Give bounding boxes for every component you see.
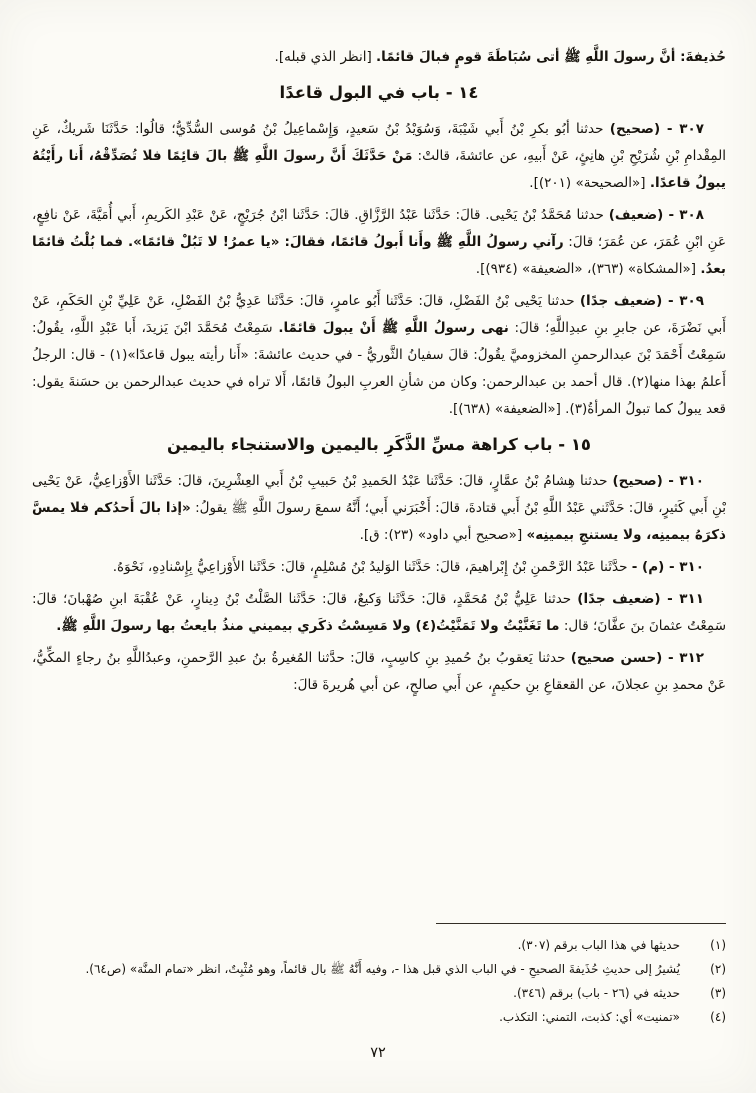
hadith-number-grade: ٣١٠ - (صحيح) [612, 473, 705, 489]
footnote-separator [436, 923, 726, 924]
hadith-isnad: حدَّثَنا عَبْدُ الرَّحْمنِ بْنُ إِبْراهيمَ، قالَ: حَدَّثَنا الوَليدُ بْنُ مُسْلِمٍ، قالَ: حَدَّثَنا الأَوْزاعِيُّ بِإِسْنادِهِ، نَحْوَهُ. [112, 559, 628, 575]
hadith-isnad: حدثنا يَعقوبُ بنُ حُميدِ بنِ كاسِبٍ، قالَ: حدَّثنا المُغيرةُ بنُ عبدِ الرَّحمنِ، وعبدُاللَّهِ بنُ رجاءٍ المكِّيُّ، عَنْ محمدِ بنِ عجلانَ، عن القعقاعِ بنِ حكيمٍ، عن أَبي صالحٍ، عن أبي هُريرةَ قالَ: [32, 650, 726, 693]
hadith-isnad: حدثنا يَحْيى بْنُ الفَضْلِ، قالَ: حَدَّثَنا أَبُو عامرٍ، قالَ: حَدَّثَنا عَدِيُّ بْنُ الفَضْلِ، عَنْ عَلِيِّ بْنِ الحَكَمِ، عَنْ أَبي نَضْرَةَ، عن جابرِ بنِ عبدِاللَّهِ؛ قالَ: [32, 293, 726, 336]
footnote-marker: (٢) [710, 962, 726, 976]
hadith-citation: [«المشكاة» (٣٦٣)، «الضعيفة» (٩٣٤)]. [475, 261, 697, 277]
footnote-text: حديثه في (٢٦ - باب) برقم (٣٤٦). [513, 986, 680, 1000]
hadith-309 [32, 288, 726, 423]
chapter-heading-15: ١٥ - باب كراهة مسِّ الذَّكَرِ باليمين والاستنجاء باليمين [166, 435, 592, 454]
footnote-text: «تمنيت» أي: كذبت، التمني: التكذب. [499, 1010, 680, 1024]
hadith-continuation [32, 44, 726, 71]
page-number: ٧٢ [370, 1045, 386, 1061]
hadith-matn: رآني رسولُ اللَّهِ ﷺ وأَنا أَبولُ قائمًا، فقالَ: «يا عمرُ! لا تَبُلْ قائمًا». فما بُلْتُ قائمًا بعدُ. [32, 234, 726, 277]
footnote-text: حديثها في هذا الباب برقم (٣٠٧). [517, 938, 680, 952]
hadith-citation: [«الضعيفة» (٦٣٨)]. [448, 401, 561, 417]
hadith-isnad: حدثنا أبُو بكرِ بْنُ أَبي شَيْبَةَ، وَسُوَيْدُ بْنُ سَعيدٍ، وَإِسْماعِيلُ بْنُ مُوسى السُّدِّيُّ؛ قالُوا: حَدَّثَنَا شَريكٌ، عَنِ المِقْدامِ بْنِ شُرَيْحِ بْنِ هانِئٍ، عَنْ أَبيهِ، عن عائشةَ، قالتْ: [32, 121, 726, 164]
hadith-commentary: سَمِعْتُ مُحَمَّدَ ابْنَ يَزيدَ، أَبا عَبْدِ اللَّهِ، يقُولُ: سَمِعْتُ أَحْمَدَ بْنَ عبدالرحمنِ المخزوميَّ يقُولُ: قالَ سفيانُ الثَّوريُّ - في حديث عائشةَ: «أَنا رأيته يبول قاعدًا»(١) - قال: الرجلُ أَعلمُ بهذا منها(٢). قال أحمد بن عبدالرحمن: وكان من شأنِ العربِ البولُ قائمًا، أَلا تراه في حديث عبدالرحمن بن حسَنةَ يقول: قعد يبولُ كما تبولُ المرأةُ(٣). [32, 320, 726, 417]
hadith-citation: [«الصحيحة» (٢٠١)]. [529, 175, 646, 191]
footnote-item-4 [32, 1005, 726, 1029]
hadith-number-grade: ٣٠٩ - (ضعيف جدًا) [579, 293, 705, 309]
hadith-number-grade: ٣١٠ - (م) - [631, 559, 704, 575]
hadith-307 [32, 116, 726, 197]
hadith-matn: مَنْ حَدَّثَكَ أَنَّ رسولَ اللَّهِ ﷺ بالَ قائِمًا فلا تُصَدِّقْهُ، أَنا رأَيْتُهُ يبولُ قاعدًا. [32, 148, 726, 191]
hadith-312 [32, 645, 726, 699]
hadith-matn: ما تَغَنَّيْتُ ولا تَمَنَّيْتُ(٤) ولا مَسِسْتُ ذكَري بيميني منذُ بايعتُ بها رسولَ اللَّهِ ﷺ. [56, 618, 560, 634]
hadith-matn: «إذا بالَ أَحدُكم فلا يمسَّ ذكرَهُ بيمينِه، ولا يستنجِ بيمينِه» [32, 500, 726, 543]
footnote-text: يُشيرُ إلى حديثِ حُذَيفةَ الصحيحِ - في الباب الذي قبل هذا -، وفيه أَنَّهُ ﷺ بال قائماً، وهو مُثْبِتٌ، انظر «تمام المنَّة» (ص٦٤). [85, 962, 680, 976]
footnote-item-2 [32, 957, 726, 981]
hadith-isnad: حدثنا مُحَمَّدُ بْنُ يَحْيى. قالَ: حَدَّثَنا عَبْدُ الرَّزَّاقِ. قالَ: حَدَّثَنا ابْنُ جُرَيْجٍ، عَنْ عَبْدِ الكَريمِ، أَبي أُمَيَّةَ، عَنْ نافِعٍ، عَنِ ابْنِ عُمَرَ، عن عُمَرَ؛ قالَ: [32, 207, 726, 250]
hadith-citation: [«صحيح أبي داود» (٢٣): ق]. [359, 527, 523, 543]
chapter-heading-14: ١٤ - باب في البول قاعدًا [279, 83, 479, 102]
hadith-310m [32, 554, 726, 581]
continuation-text: حُذيفةَ: أنَّ رسولَ اللَّهِ ﷺ أتى سُبَاطَةَ قومٍ فبالَ قائمًا. [376, 49, 726, 65]
hadith-matn: نهى رسولُ اللَّهِ ﷺ أَنْ يبولَ قائمًا. [278, 320, 509, 336]
hadith-311 [32, 586, 726, 640]
hadith-number-grade: ٣٠٧ - (صحيح) [609, 121, 704, 137]
hadith-310 [32, 468, 726, 549]
hadith-number-grade: ٣١٢ - (حسن صحيح) [570, 650, 704, 666]
footnote-marker: (٤) [710, 1010, 726, 1024]
footnote-marker: (١) [710, 938, 726, 952]
footnote-item-1 [32, 933, 726, 957]
hadith-number-grade: ٣١١ - (ضعيف جدًا) [577, 591, 704, 607]
footnotes-section [32, 923, 726, 1029]
footnote-item-3 [32, 981, 726, 1005]
hadith-isnad: حدثنا هِشامُ بْنُ عمَّارٍ، قالَ: حَدَّثَنا عَبْدُ الحَميدِ بْنُ حَبيبِ بْنُ أَبي العِشْرِينَ، قالَ: حَدَّثَنا الأَوْزاعِيُّ، عَنْ يَحْيى بْنِ أَبي كَثيرٍ، قالَ: حَدَّثَني عَبْدُ اللَّهِ بْنُ أَبي قتادةَ، قالَ: أَخْبَرَني أَبي؛ أَنَّهُ سمعَ رسولَ اللَّهِ ﷺ يقولُ: [32, 473, 726, 516]
hadith-number-grade: ٣٠٨ - (ضعيف) [608, 207, 704, 223]
hadith-308 [32, 202, 726, 283]
continuation-cross-reference: [انظر الذي قبله]. [274, 49, 372, 65]
hadith-isnad: حدثنا عَلِيُّ بْنُ مُحَمَّدٍ، قالَ: حَدَّثَنا وَكيعٌ، قالَ: حَدَّثَنا الصَّلْتُ بْنُ دِينارٍ، عَنْ عُقْبَةَ ابنِ صُهْبانَ؛ قالَ: سَمِعْتُ عثمانَ بنَ عفَّانَ؛ قال: [32, 591, 726, 634]
footnote-marker: (٣) [710, 986, 726, 1000]
